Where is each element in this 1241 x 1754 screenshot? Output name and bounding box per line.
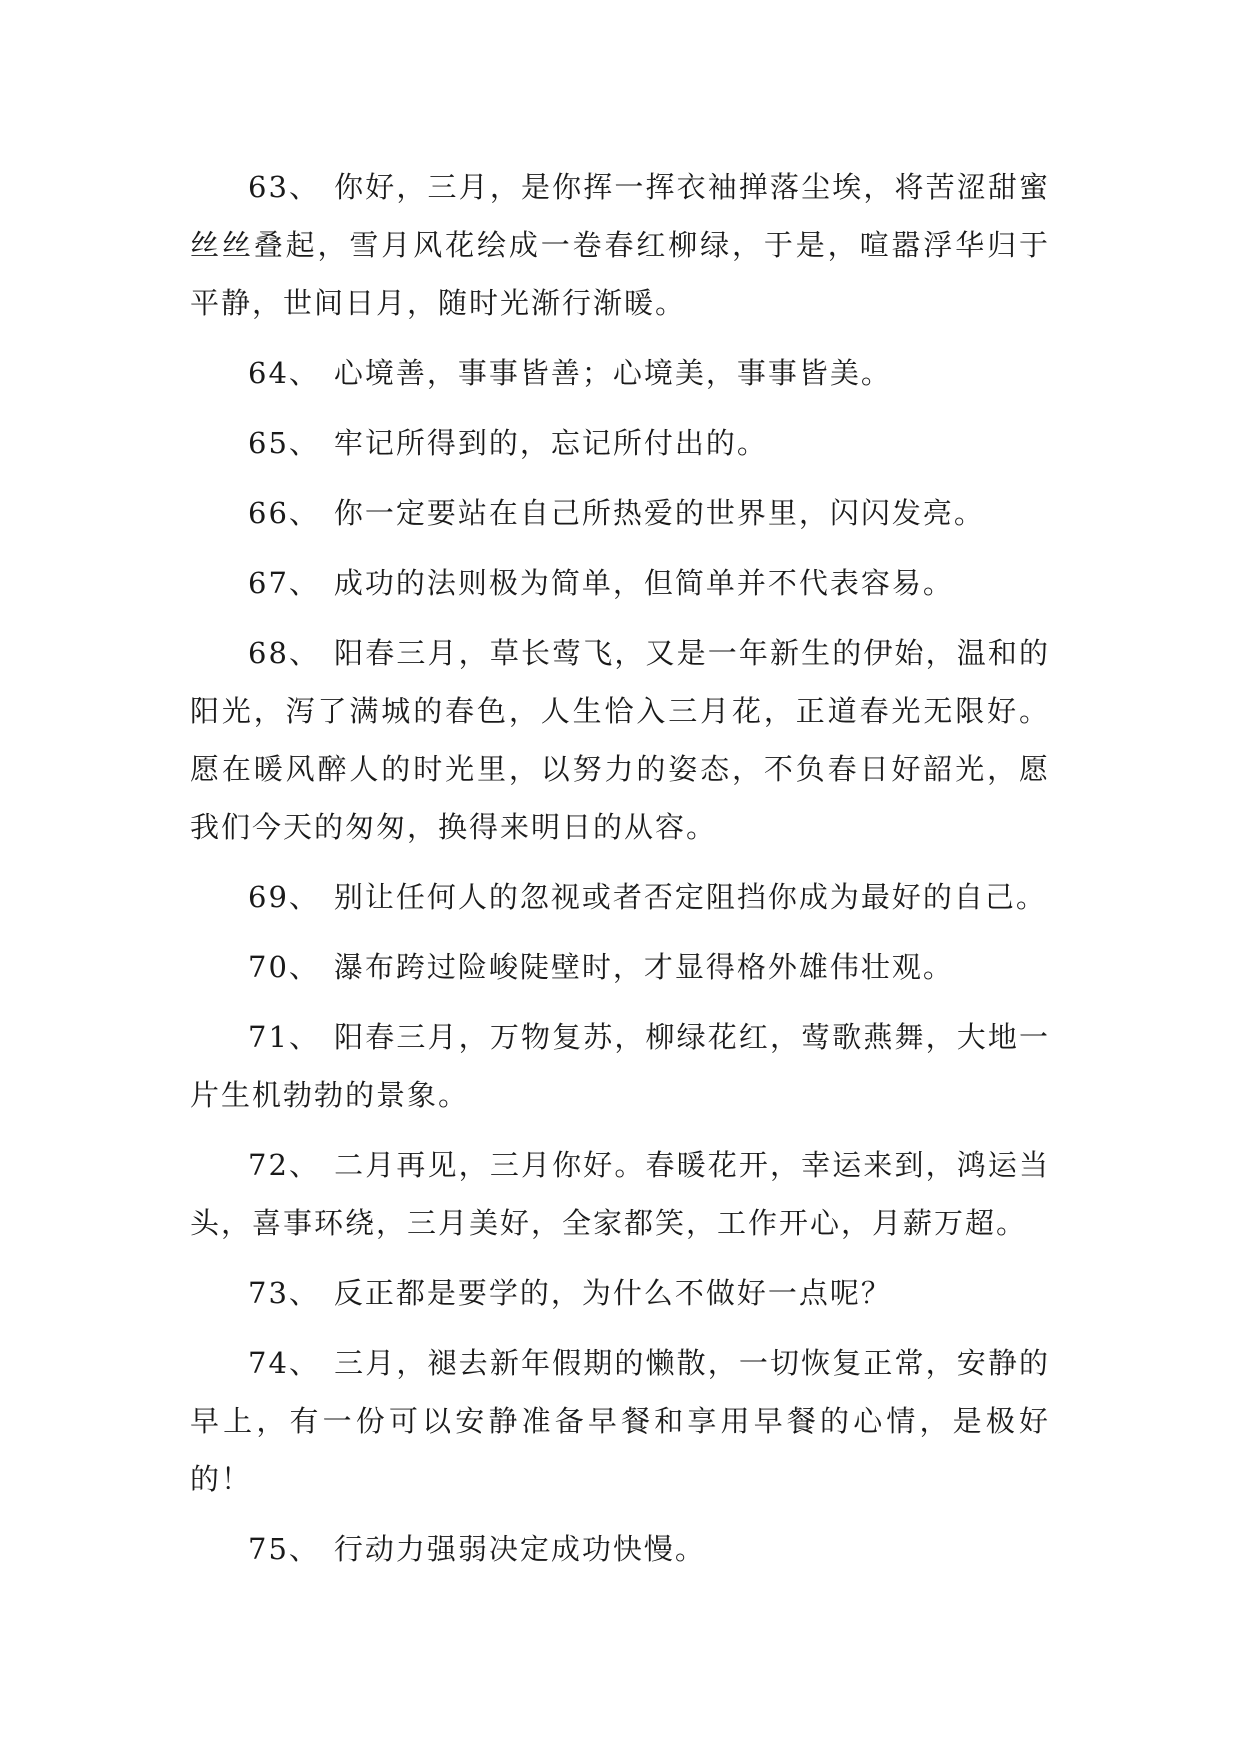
- item-number: 71、: [248, 1020, 321, 1054]
- item-text: 二月再见，三月你好。春暖花开，幸运来到，鸿运当头，喜事环绕，三月美好，全家都笑，工作开心，月薪万超。: [190, 1148, 1050, 1240]
- item-text: 阳春三月，草长莺飞，又是一年新生的伊始，温和的阳光，泻了满城的春色，人生恰入三月花，正道春光无限好。愿在暖风醉人的时光里，以努力的姿态，不负春日好韶光，愿我们今天的匆匆，换得来明日的从容。: [190, 636, 1050, 844]
- paragraph-71: [190, 1008, 1050, 1124]
- paragraph-75: [190, 1520, 1050, 1578]
- item-text: 心境善，事事皆善；心境美，事事皆美。: [333, 356, 892, 390]
- item-text: 行动力强弱决定成功快慢。: [333, 1532, 706, 1566]
- paragraph-64: [190, 344, 1050, 402]
- item-number: 70、: [248, 950, 320, 984]
- item-text: 别让任何人的忽视或者否定阻挡你成为最好的自己。: [333, 880, 1047, 914]
- paragraph-72: [190, 1136, 1050, 1252]
- item-number: 63、: [248, 170, 321, 204]
- item-text: 牢记所得到的，忘记所付出的。: [333, 426, 768, 460]
- item-text: 瀑布跨过险峻陡壁时，才显得格外雄伟壮观。: [333, 950, 954, 984]
- paragraph-66: [190, 484, 1050, 542]
- item-text: 你一定要站在自己所热爱的世界里，闪闪发亮。: [333, 496, 985, 530]
- paragraph-67: [190, 554, 1050, 612]
- paragraph-70: [190, 938, 1050, 996]
- item-text: 三月，褪去新年假期的懒散，一切恢复正常，安静的早上，有一份可以安静准备早餐和享用早餐的心情，是极好的！: [190, 1346, 1050, 1496]
- item-number: 75、: [248, 1532, 320, 1566]
- item-number: 69、: [248, 880, 320, 914]
- item-text: 你好，三月，是你挥一挥衣袖掸落尘埃，将苦涩甜蜜丝丝叠起，雪月风花绘成一卷春红柳绿，于是，喧嚣浮华归于平静，世间日月，随时光渐行渐暖。: [190, 170, 1050, 320]
- item-number: 72、: [248, 1148, 321, 1182]
- paragraph-63: [190, 158, 1050, 332]
- paragraph-73: [190, 1264, 1050, 1322]
- item-text: 反正都是要学的，为什么不做好一点呢？: [333, 1276, 892, 1310]
- paragraph-74: [190, 1334, 1050, 1508]
- item-text: 阳春三月，万物复苏，柳绿花红，莺歌燕舞，大地一片生机勃勃的景象。: [190, 1020, 1050, 1112]
- item-number: 65、: [248, 426, 320, 460]
- item-number: 73、: [248, 1276, 320, 1310]
- item-number: 64、: [248, 356, 320, 390]
- paragraph-65: [190, 414, 1050, 472]
- item-number: 67、: [248, 566, 320, 600]
- item-text: 成功的法则极为简单，但简单并不代表容易。: [333, 566, 954, 600]
- paragraph-69: [190, 868, 1050, 926]
- item-number: 68、: [248, 636, 321, 670]
- paragraph-68: [190, 624, 1050, 856]
- document-body: [190, 158, 1050, 1590]
- item-number: 74、: [248, 1346, 321, 1380]
- item-number: 66、: [248, 496, 320, 530]
